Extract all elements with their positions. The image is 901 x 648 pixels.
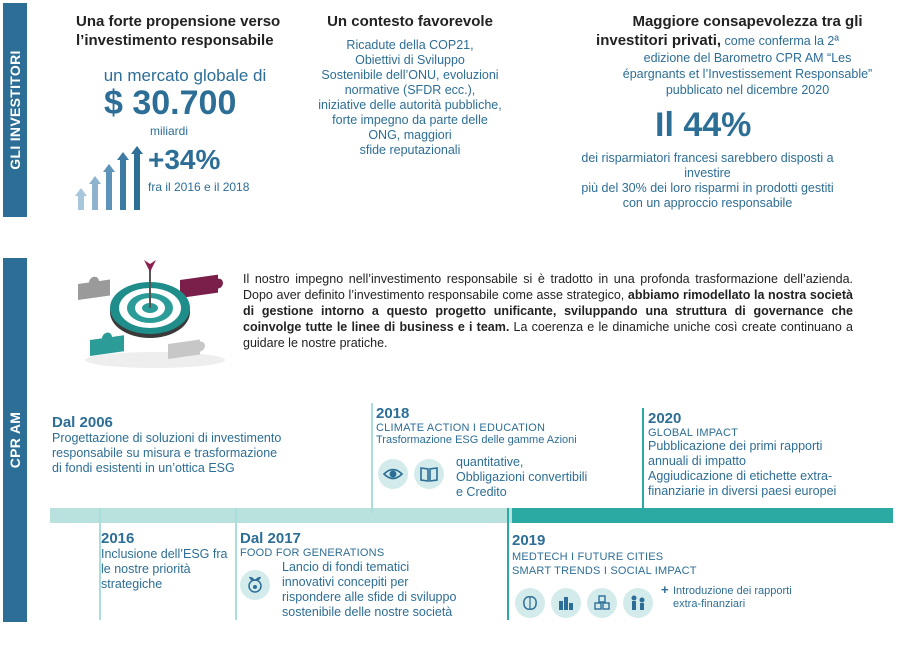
desc-line: Obbligazioni convertibili xyxy=(456,470,588,484)
event-2018 xyxy=(376,405,626,446)
desc-line: strategiche xyxy=(101,577,163,591)
desc-line: le nostre priorità xyxy=(101,562,191,576)
sidebar-investors xyxy=(3,3,27,217)
year-2020: 2020 xyxy=(648,410,682,427)
plant-icon xyxy=(240,570,270,600)
desc-line: rispondere alle sfide di sviluppo xyxy=(282,590,457,604)
sidebar-investors-label: GLI INVESTITORI xyxy=(7,50,23,170)
col2-line: iniziative delle autorità pubbliche, xyxy=(318,98,502,112)
city-icon xyxy=(551,588,581,618)
col1-title: Una forte propensione verso l’investimento responsabile xyxy=(76,13,281,49)
event-2016 xyxy=(101,530,241,592)
year-2019: 2019 xyxy=(512,532,546,549)
tick-2020 xyxy=(642,408,644,513)
year-2016: 2016 xyxy=(101,530,135,547)
col2-line: sfide reputazionali xyxy=(359,143,461,157)
event-2006 xyxy=(52,414,342,476)
desc-line: di fondi esistenti in un’ottica ESG xyxy=(52,461,235,475)
sidebar-cpr-label: CPR AM xyxy=(7,411,23,469)
desc-2018 xyxy=(456,455,616,500)
desc-line: extra-finanziari xyxy=(673,598,746,610)
desc-line: responsabile su misura e trasformazione xyxy=(52,446,278,460)
sidebar-cpr xyxy=(3,258,27,622)
cubes-icon xyxy=(587,588,617,618)
col3-desc-line: più del 30% dei loro risparmi in prodotti gestiti xyxy=(581,181,834,195)
market-label: un mercato globale di xyxy=(103,66,267,85)
col2-line: ONG, maggiori xyxy=(368,128,452,142)
col3-title: Maggiore consapevolezza tra gli xyxy=(632,13,863,30)
category-2017: FOOD FOR GENERATIONS xyxy=(240,547,385,559)
desc-line: quantitative, xyxy=(456,455,524,469)
col2-line: Ricadute della COP21, xyxy=(346,38,474,52)
desc-line: Pubblicazione dei primi rapporti xyxy=(648,439,823,453)
col3-desc-line: con un approccio responsabile xyxy=(622,196,793,210)
col2-title: Un contesto favorevole xyxy=(327,13,493,30)
col2-line: Obiettivi di Sviluppo xyxy=(355,53,465,67)
desc-line: Inclusione dell’ESG fra xyxy=(101,547,228,561)
desc-line: Aggiudicazione di etichette extra- xyxy=(648,469,833,483)
col3-line: pubblicato nel dicembre 2020 xyxy=(665,83,830,97)
event-2020 xyxy=(648,410,893,499)
growth-value: +34% xyxy=(148,144,221,175)
percent-44: Il 44% xyxy=(655,106,752,144)
category-2019-a: MEDTECH I FUTURE CITIES xyxy=(512,551,664,563)
market-unit: miliardi xyxy=(150,124,189,138)
desc-2018-line1: Trasformazione ESG delle gamme Azioni xyxy=(376,434,577,446)
timeline-bar-dark xyxy=(512,508,893,523)
people-icon xyxy=(623,588,653,618)
desc-line: Progettazione di soluzioni di investimento xyxy=(52,431,282,445)
intro-bold: abbiamo rimodellato la nostra società di gestione intorno a questo progetto unificante, sviluppando una struttura di governance che coinvolge tutte le linee di business e i team. xyxy=(243,288,853,334)
tick-2019 xyxy=(507,508,509,620)
market-amount: $ 30.700 xyxy=(104,84,237,122)
desc-line: e Credito xyxy=(456,485,507,499)
col2-line: normative (SFDR ecc.), xyxy=(344,83,476,97)
col3-desc-line: investire xyxy=(684,166,731,180)
category-2020: GLOBAL IMPACT xyxy=(648,427,739,439)
intro-paragraph xyxy=(243,271,853,351)
timeline-bar-light xyxy=(50,508,512,523)
desc-line: Introduzione dei rapporti xyxy=(673,585,792,597)
category-2019-b: SMART TRENDS I SOCIAL IMPACT xyxy=(512,565,697,577)
desc-line: innovativi concepiti per xyxy=(282,575,409,589)
intro-text-2: La coerenza e le dinamiche uniche così create continuano a guidare le nostre pratiche. xyxy=(243,320,853,350)
desc-line: finanziarie in diversi paesi europei xyxy=(648,484,837,498)
desc-line: annuali di impatto xyxy=(648,454,746,468)
col2-line: Sostenibile dell’ONU, evoluzioni xyxy=(321,68,499,82)
event-2017 xyxy=(240,530,500,559)
col3-title-bold: investitori privati, xyxy=(596,32,722,49)
year-2018: 2018 xyxy=(376,405,410,422)
col3-title-line2 xyxy=(540,31,895,50)
col3-text xyxy=(540,50,895,98)
target-puzzle-icon xyxy=(70,254,230,372)
plus-2019: + xyxy=(661,582,669,597)
col2-text xyxy=(300,38,520,158)
arrows-growth-icon xyxy=(74,144,144,210)
desc-2017 xyxy=(282,560,492,620)
growth-period: fra il 2016 e il 2018 xyxy=(148,180,250,194)
year-2017: Dal 2017 xyxy=(240,530,301,547)
col3-header xyxy=(540,12,895,98)
desc-2020 xyxy=(648,439,893,499)
desc-line: sostenibile delle nostre società xyxy=(282,605,453,619)
desc-2016 xyxy=(101,547,241,592)
desc-line: Lancio di fondi tematici xyxy=(282,560,410,574)
event-2019 xyxy=(512,532,772,577)
intro-text-1: Il nostro impegno nell’investimento responsabile si è tradotto in una profonda trasformazione dell’azienda. Dopo aver definito l’investimento responsabile come asse strategico, xyxy=(243,272,853,302)
col3-desc-line: dei risparmiatori francesi sarebbero disposti a xyxy=(581,151,834,165)
col3-desc xyxy=(555,151,860,211)
col2-line: forte impegno da parte delle xyxy=(332,113,488,127)
eye-icon xyxy=(378,459,408,489)
brain-icon xyxy=(515,588,545,618)
desc-2006 xyxy=(52,431,342,476)
year-2006: Dal 2006 xyxy=(52,414,113,431)
category-2018: CLIMATE ACTION I EDUCATION xyxy=(376,422,546,434)
book-icon xyxy=(414,459,444,489)
col3-line: épargnants et l’Investissement Responsable” xyxy=(622,67,873,81)
tick-2018 xyxy=(371,403,373,513)
desc-2019 xyxy=(673,585,833,611)
col3-line: edizione del Barometro CPR AM “Les xyxy=(643,51,852,65)
col3-title-rest: come conferma la 2ª xyxy=(721,34,839,48)
